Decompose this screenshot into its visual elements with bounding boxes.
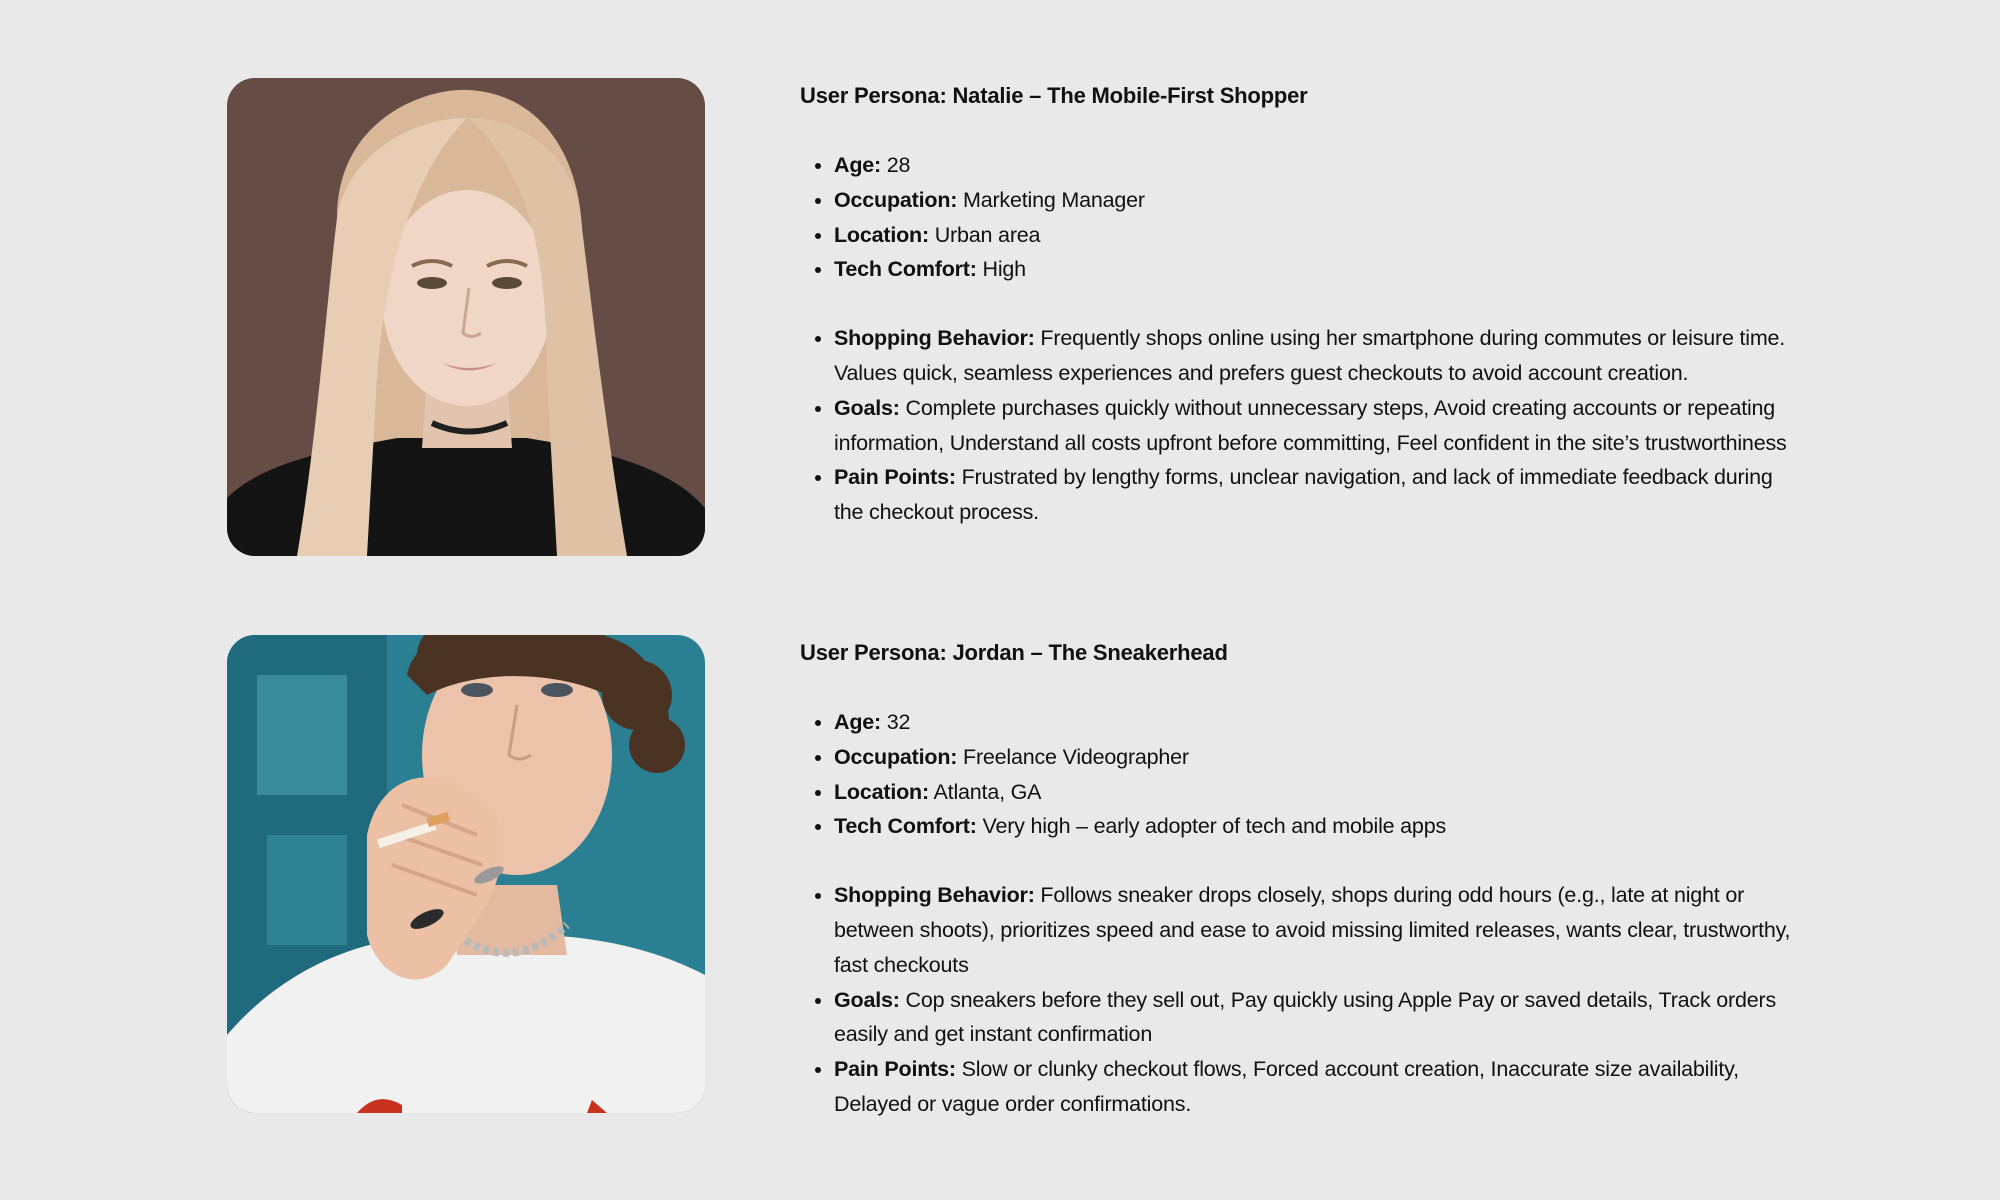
list-item: • Tech Comfort: Very high – early adopter of tech and mobile apps — [834, 809, 1800, 844]
persona-info-natalie — [800, 78, 1800, 530]
list-item: • Pain Points: Frustrated by lengthy forms, unclear navigation, and lack of immediate feedback during the checkout process. — [834, 460, 1800, 530]
persona-details-list — [800, 878, 1800, 1122]
list-item: • Shopping Behavior: Frequently shops online using her smartphone during commutes or leisure time. Values quick, seamless experiences and prefers guest checkouts to avoid account creation. — [834, 321, 1800, 391]
persona-photo-jordan — [227, 635, 705, 1113]
persona-details-list — [800, 321, 1800, 530]
persona-demographics-list — [800, 148, 1800, 287]
list-item: • Shopping Behavior: Follows sneaker drops closely, shops during odd hours (e.g., late at night or between shoots), prioritizes speed and ease to avoid missing limited releases, wants clear, trustworthy, fast checkouts — [834, 878, 1800, 982]
list-item: • Pain Points: Slow or clunky checkout flows, Forced account creation, Inaccurate size availability, Delayed or vague order confirmations. — [834, 1052, 1800, 1122]
persona-info-jordan — [800, 635, 1800, 1122]
list-item: • Goals: Cop sneakers before they sell out, Pay quickly using Apple Pay or saved details, Track orders easily and get instant confirmation — [834, 983, 1800, 1053]
portrait-natalie-image — [227, 78, 705, 556]
persona-title: User Persona: Jordan – The Sneakerhead — [800, 640, 1228, 665]
list-item: • Goals: Complete purchases quickly without unnecessary steps, Avoid creating accounts or repeating information, Understand all costs upfront before committing, Feel confident in the site’s trustworthiness — [834, 391, 1800, 461]
list-item: • Location: Atlanta, GA — [834, 775, 1800, 810]
persona-photo-natalie — [227, 78, 705, 556]
portrait-jordan-image — [227, 635, 705, 1113]
list-item: • Occupation: Marketing Manager — [834, 183, 1800, 218]
list-item: • Age: 32 — [834, 705, 1800, 740]
persona-title: User Persona: Natalie – The Mobile-First Shopper — [800, 83, 1308, 108]
list-item: • Location: Urban area — [834, 218, 1800, 253]
list-item: • Occupation: Freelance Videographer — [834, 740, 1800, 775]
list-item: • Tech Comfort: High — [834, 252, 1800, 287]
persona-demographics-list — [800, 705, 1800, 844]
list-item: • Age: 28 — [834, 148, 1800, 183]
